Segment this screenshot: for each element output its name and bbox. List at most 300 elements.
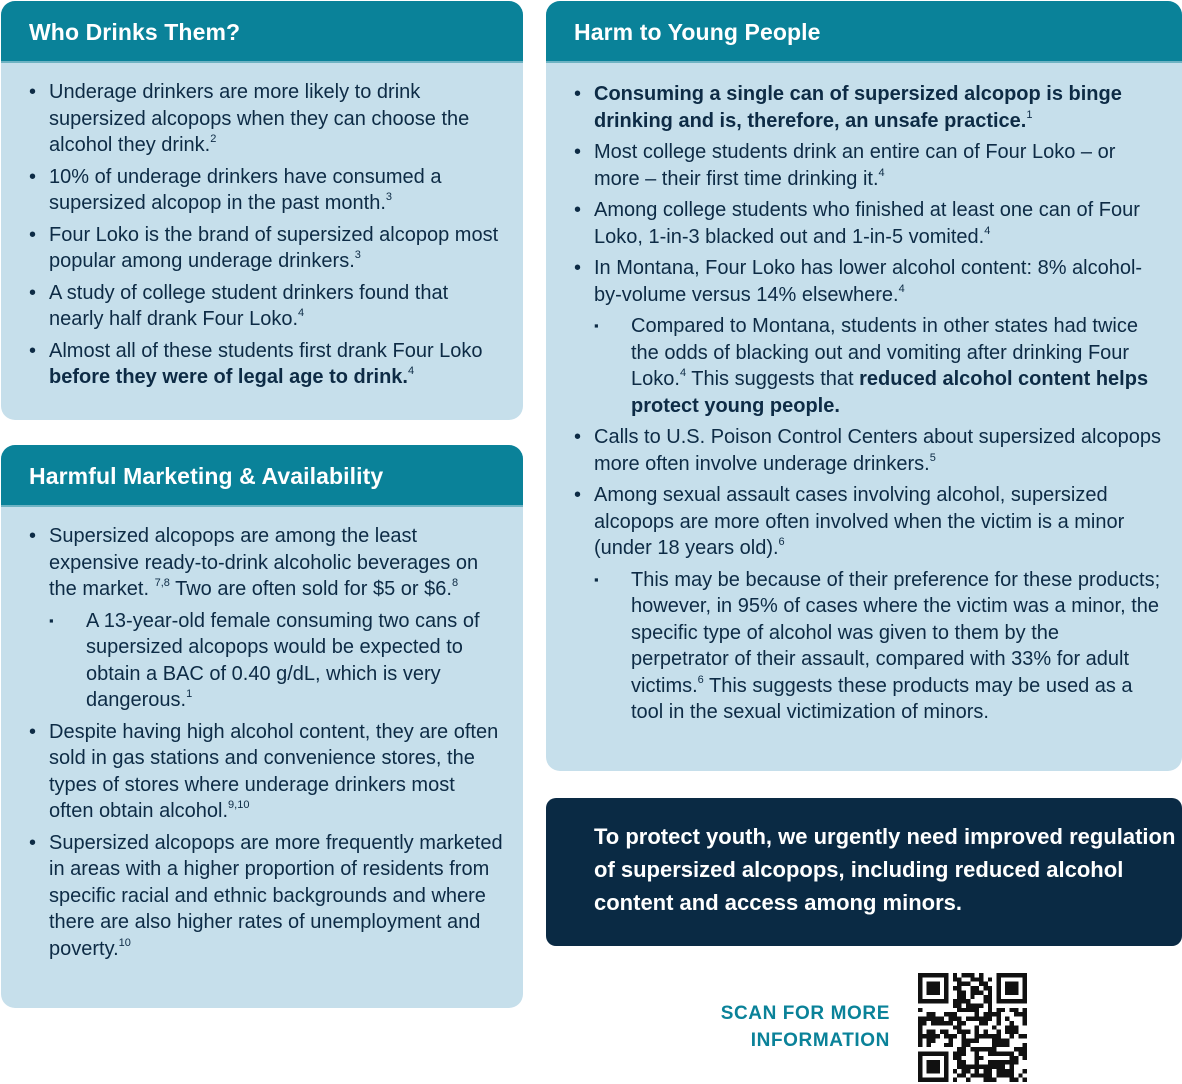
harm-title: Harm to Young People: [546, 1, 1182, 63]
qr-module: [988, 986, 992, 990]
qr-module: [940, 1021, 944, 1025]
qr-module: [1001, 1043, 1005, 1047]
qr-module: [1018, 1051, 1022, 1055]
qr-module: [992, 1047, 996, 1051]
qr-module: [966, 1030, 970, 1034]
qr-module: [918, 1038, 922, 1042]
qr-module: [992, 1078, 996, 1082]
qr-module: [935, 1034, 939, 1038]
list-item: • In Montana, Four Loko has lower alcohol content: 8% alcohol-by-volume versus 14% elsewhere.$^4$ ▪ Compared to Montana, students in other states had twice the odds of blacking out and vomiting after drinking Four Loko.$^4$ This suggests that reduced alcohol content helps protect young people.: [574, 255, 1162, 419]
citation: 8: [451, 577, 459, 590]
qr-module: [962, 999, 966, 1003]
qr-module: [996, 1017, 1000, 1021]
qr-module: [953, 1051, 957, 1055]
sub-list: [49, 608, 503, 714]
qr-module: [962, 1038, 966, 1042]
qr-module: [992, 1034, 996, 1038]
qr-module: [1010, 1060, 1014, 1064]
qr-module: [983, 1078, 987, 1082]
qr-module: [975, 1012, 979, 1016]
qr-module: [979, 1073, 983, 1077]
qr-module: [988, 1012, 992, 1016]
qr-module: [983, 1012, 987, 1016]
qr-module: [983, 995, 987, 999]
qr-module: [970, 986, 974, 990]
qr-module: [966, 1069, 970, 1073]
qr-module: [957, 999, 961, 1003]
qr-module: [983, 999, 987, 1003]
qr-module: [1005, 1073, 1009, 1077]
qr-module: [944, 1021, 948, 1025]
qr-module: [931, 1034, 935, 1038]
qr-module: [966, 999, 970, 1003]
qr-module: [966, 1008, 970, 1012]
call-to-action-text: To protect youth, we urgently need improved regulation of supersized alcopops, including reduced alcohol content and access among minors.: [594, 824, 1176, 915]
qr-module: [992, 1043, 996, 1047]
qr-module: [1005, 1051, 1009, 1055]
qr-module: [927, 1038, 931, 1042]
qr-module: [953, 1069, 957, 1073]
qr-module: [931, 1012, 935, 1016]
qr-module: [1001, 1065, 1005, 1069]
qr-module: [944, 1034, 948, 1038]
qr-code-icon[interactable]: [918, 973, 1027, 1082]
qr-module: [962, 995, 966, 999]
qr-module: [979, 1034, 983, 1038]
citation: 4: [298, 307, 305, 320]
list-item: • Almost all of these students first drank Four Loko before they were of legal age to drink.$^4$: [29, 338, 503, 391]
qr-module: [927, 1043, 931, 1047]
qr-module: [979, 990, 983, 994]
qr-module: [970, 1017, 974, 1021]
qr-module: [944, 1012, 948, 1016]
qr-module: [957, 995, 961, 999]
qr-module: [953, 999, 957, 1003]
qr-module: [1023, 1043, 1027, 1047]
sub-list: [594, 313, 1162, 419]
qr-module: [962, 973, 966, 977]
qr-module: [940, 1030, 944, 1034]
qr-module: [1010, 1056, 1014, 1060]
qr-module: [927, 1030, 931, 1034]
qr-module: [996, 1034, 1000, 1038]
qr-module: [975, 1034, 979, 1038]
citation: 1: [1026, 108, 1033, 121]
qr-module: [1014, 1060, 1018, 1064]
qr-module: [957, 1008, 961, 1012]
qr-module: [949, 1017, 953, 1021]
qr-module: [996, 1043, 1000, 1047]
qr-module: [1023, 1056, 1027, 1060]
citation: 7,8: [154, 577, 170, 590]
sub-list-item: ▪ A 13-year-old female consuming two cans of supersized alcopops would be expected to obtain a BAC of 0.40 g/dL, which is very dangerous.$^1$: [49, 608, 503, 714]
marketing-list: [29, 523, 503, 962]
qr-module: [957, 1060, 961, 1064]
scan-label-line1: SCAN FOR MORE: [720, 1003, 890, 1024]
qr-module: [983, 1030, 987, 1034]
qr-module: [979, 1047, 983, 1051]
qr-module: [983, 1073, 987, 1077]
qr-module: [988, 1060, 992, 1064]
qr-module: [966, 1043, 970, 1047]
qr-module: [962, 1030, 966, 1034]
qr-module: [996, 1030, 1000, 1034]
qr-module: [988, 1008, 992, 1012]
qr-module: [1014, 1047, 1018, 1051]
qr-module: [927, 1012, 931, 1016]
qr-module: [922, 1017, 926, 1021]
qr-module: [975, 1038, 979, 1042]
qr-module: [988, 1073, 992, 1077]
qr-module: [966, 973, 970, 977]
qr-module: [970, 1004, 974, 1008]
qr-module: [988, 1065, 992, 1069]
qr-module: [975, 1073, 979, 1077]
qr-module: [1014, 1025, 1018, 1029]
qr-module: [983, 1017, 987, 1021]
qr-module: [983, 1034, 987, 1038]
qr-module: [966, 982, 970, 986]
qr-module: [988, 1047, 992, 1051]
qr-module: [966, 1017, 970, 1021]
qr-module: [1018, 1047, 1022, 1051]
qr-module: [962, 1021, 966, 1025]
qr-module: [970, 977, 974, 981]
qr-finder-pattern: [927, 982, 940, 995]
citation: 4: [984, 224, 991, 237]
qr-module: [957, 1056, 961, 1060]
qr-module: [975, 990, 979, 994]
sub-list: [594, 567, 1162, 726]
qr-module: [996, 1008, 1000, 1012]
citation: 6: [697, 673, 704, 686]
list-item: • Supersized alcopops are more frequently marketed in areas with a higher proportion of residents from specific racial and ethnic backgrounds and where there are also higher rates of unemployment and poverty.$^{10}$: [29, 830, 503, 963]
qr-module: [962, 1069, 966, 1073]
qr-module: [983, 1021, 987, 1025]
qr-module: [1010, 1030, 1014, 1034]
qr-module: [918, 1008, 922, 1012]
qr-module: [975, 1004, 979, 1008]
qr-module: [992, 1025, 996, 1029]
qr-module: [935, 1021, 939, 1025]
qr-module: [988, 990, 992, 994]
qr-module: [927, 1017, 931, 1021]
qr-module: [1023, 1034, 1027, 1038]
qr-module: [1001, 1008, 1005, 1012]
qr-module: [918, 1030, 922, 1034]
qr-module: [1014, 1012, 1018, 1016]
qr-module: [957, 1073, 961, 1077]
qr-module: [1005, 1025, 1009, 1029]
qr-module: [979, 973, 983, 977]
list-item: • Despite having high alcohol content, they are often sold in gas stations and convenience stores, the types of stores where underage drinkers most often obtain alcohol.$^{9,10}$: [29, 719, 503, 825]
list-item: • Among sexual assault cases involving alcohol, supersized alcopops are more often involved when the victim is a minor (under 18 years old).$^6$ ▪ This may be because of their preference for these products; however, in 95% of cases where the victim was a minor, the specific type of alcohol was given to them by the perpetrator of their assault, compared with 33% for adult victims.$^6$ This suggests these products may be used as a tool in the sexual victimization of minors.: [574, 482, 1162, 726]
qr-module: [970, 973, 974, 977]
qr-module: [962, 982, 966, 986]
qr-module: [1023, 1021, 1027, 1025]
qr-module: [957, 1047, 961, 1051]
qr-module: [1010, 1073, 1014, 1077]
qr-module: [983, 1069, 987, 1073]
list-item: • Underage drinkers are more likely to drink supersized alcopops when they can choose the alcohol they drink.$^2$: [29, 79, 503, 159]
qr-module: [1010, 1025, 1014, 1029]
who-drinks-list: [29, 79, 503, 391]
qr-module: [996, 1051, 1000, 1055]
qr-module: [988, 1004, 992, 1008]
qr-module: [970, 1065, 974, 1069]
qr-module: [992, 1012, 996, 1016]
qr-module: [931, 1030, 935, 1034]
qr-module: [949, 1012, 953, 1016]
citation: 4: [679, 367, 687, 380]
qr-module: [979, 1056, 983, 1060]
qr-module: [975, 1025, 979, 1029]
qr-module: [1005, 1060, 1009, 1064]
qr-module: [962, 990, 966, 994]
qr-module: [1023, 1051, 1027, 1055]
qr-module: [983, 1065, 987, 1069]
who-drinks-card: [1, 1, 523, 420]
harm-card: [546, 1, 1182, 771]
qr-module: [975, 1056, 979, 1060]
qr-module: [957, 1017, 961, 1021]
qr-module: [1010, 1065, 1014, 1069]
qr-module: [992, 1051, 996, 1055]
qr-module: [988, 999, 992, 1003]
emphasis: reduced alcohol content helps protect young people.: [631, 368, 1149, 417]
qr-module: [953, 1017, 957, 1021]
qr-module: [1010, 1078, 1014, 1082]
qr-module: [935, 1017, 939, 1021]
qr-module: [957, 982, 961, 986]
qr-module: [1018, 1012, 1022, 1016]
citation: 10: [118, 936, 131, 949]
qr-module: [1018, 1073, 1022, 1077]
qr-module: [931, 1021, 935, 1025]
qr-module: [1023, 1012, 1027, 1016]
qr-module: [1001, 1060, 1005, 1064]
qr-module: [1005, 1069, 1009, 1073]
qr-module: [918, 1034, 922, 1038]
qr-module: [975, 1051, 979, 1055]
sub-list-item: ▪ This may be because of their preference for these products; however, in 95% of cases where the victim was a minor, the specific type of alcohol was given to them by the perpetrator of their assault, compared with 33% for adult victims.$^6$ This suggests these products may be used as a tool in the sexual victimization of minors.: [594, 567, 1162, 726]
qr-module: [949, 1038, 953, 1042]
qr-module: [996, 1038, 1000, 1042]
qr-module: [975, 1017, 979, 1021]
citation: 4: [898, 282, 905, 295]
qr-module: [922, 1034, 926, 1038]
qr-module: [957, 1025, 961, 1029]
list-item: • Calls to U.S. Poison Control Centers about supersized alcopops more often involve underage drinkers.$^5$: [574, 424, 1162, 477]
qr-module: [992, 1038, 996, 1042]
qr-module: [975, 977, 979, 981]
qr-module: [1023, 1017, 1027, 1021]
citation: 5: [929, 451, 936, 464]
list-item: • 10% of underage drinkers have consumed a supersized alcopop in the past month.$^3$: [29, 164, 503, 217]
qr-module: [988, 977, 992, 981]
citation: 1: [186, 688, 193, 701]
qr-module: [996, 1065, 1000, 1069]
qr-module: [953, 1034, 957, 1038]
qr-module: [957, 1051, 961, 1055]
marketing-title: Harmful Marketing & Availability: [1, 445, 523, 507]
qr-module: [975, 1060, 979, 1064]
qr-module: [931, 1038, 935, 1042]
qr-module: [966, 1004, 970, 1008]
qr-module: [996, 1021, 1000, 1025]
qr-module: [962, 1034, 966, 1038]
sub-list-item: ▪ Compared to Montana, students in other states had twice the odds of blacking out and vomiting after drinking Four Loko.$^4$ This suggests that reduced alcohol content helps protect young people.: [594, 313, 1162, 419]
qr-module: [1005, 1017, 1009, 1021]
qr-module: [953, 1012, 957, 1016]
qr-module: [979, 1004, 983, 1008]
qr-module: [922, 1021, 926, 1025]
qr-module: [949, 1034, 953, 1038]
qr-module: [1023, 1078, 1027, 1082]
qr-module: [962, 1047, 966, 1051]
qr-module: [953, 1025, 957, 1029]
qr-module: [918, 1017, 922, 1021]
list-item: • Among college students who finished at least one can of Four Loko, 1-in-3 blacked out and 1-in-5 vomited.$^4$: [574, 197, 1162, 250]
qr-module: [962, 1051, 966, 1055]
qr-finder-pattern: [927, 1060, 940, 1073]
qr-module: [953, 977, 957, 981]
qr-module: [1001, 1073, 1005, 1077]
citation: 3: [385, 191, 392, 204]
qr-module: [1005, 1030, 1009, 1034]
qr-module: [975, 1069, 979, 1073]
qr-module: [1005, 1043, 1009, 1047]
list-item: [574, 81, 1162, 134]
qr-module: [983, 986, 987, 990]
citation: 9,10: [228, 799, 250, 812]
qr-module: [1005, 1038, 1009, 1042]
qr-module: [988, 1034, 992, 1038]
citation: 6: [778, 536, 785, 549]
qr-module: [979, 1017, 983, 1021]
qr-module: [975, 1030, 979, 1034]
qr-module: [949, 1021, 953, 1025]
call-to-action-box: [546, 798, 1182, 946]
qr-module: [918, 1025, 922, 1029]
qr-module: [996, 1060, 1000, 1064]
list-item: • Supersized alcopops are among the least expensive ready-to-drink alcoholic beverages on the market. $^{7,8}$ Two are often sold for $5 or $6.$^8$ ▪ A 13-year-old female consuming two cans of supersized alcopops would be expected to obtain a BAC of 0.40 g/dL, which is very dangerous.$^1$: [29, 523, 503, 714]
emphasis: before they were of legal age to drink.: [49, 366, 408, 388]
scan-label: [690, 1000, 890, 1054]
qr-module: [1001, 1069, 1005, 1073]
qr-module: [988, 995, 992, 999]
qr-module: [970, 995, 974, 999]
harm-list: [574, 81, 1162, 726]
qr-module: [996, 1069, 1000, 1073]
qr-module: [1023, 1069, 1027, 1073]
qr-module: [953, 986, 957, 990]
emphasis: Consuming a single can of supersized alcopop is binge drinking and is, therefore, an unsafe practice.: [594, 83, 1122, 132]
qr-module: [957, 1021, 961, 1025]
qr-module: [970, 1047, 974, 1051]
list-item: • Four Loko is the brand of supersized alcopop most popular among underage drinkers.$^3$: [29, 222, 503, 275]
qr-module: [1023, 1008, 1027, 1012]
citation: 3: [354, 249, 361, 262]
qr-module: [1010, 1008, 1014, 1012]
qr-module: [944, 1030, 948, 1034]
qr-module: [979, 1021, 983, 1025]
qr-module: [953, 1078, 957, 1082]
qr-module: [957, 1004, 961, 1008]
qr-module: [1010, 1021, 1014, 1025]
qr-module: [988, 1017, 992, 1021]
qr-module: [970, 990, 974, 994]
qr-module: [975, 1065, 979, 1069]
qr-module: [962, 1008, 966, 1012]
qr-module: [970, 1073, 974, 1077]
qr-module: [979, 1065, 983, 1069]
qr-module: [931, 1017, 935, 1021]
qr-module: [953, 1056, 957, 1060]
qr-module: [1014, 1030, 1018, 1034]
qr-module: [983, 1047, 987, 1051]
qr-module: [975, 986, 979, 990]
qr-module: [1001, 1051, 1005, 1055]
qr-module: [918, 1021, 922, 1025]
qr-module: [983, 982, 987, 986]
qr-module: [927, 1034, 931, 1038]
qr-module: [962, 1073, 966, 1077]
list-item: • A study of college student drinkers found that nearly half drank Four Loko.$^4$: [29, 280, 503, 333]
marketing-card: [1, 445, 523, 1008]
qr-module: [957, 977, 961, 981]
qr-module: [957, 986, 961, 990]
qr-module: [962, 1060, 966, 1064]
qr-module: [953, 973, 957, 977]
qr-module: [992, 1060, 996, 1064]
qr-module: [1001, 1038, 1005, 1042]
qr-module: [1018, 1034, 1022, 1038]
qr-module: [1023, 1047, 1027, 1051]
qr-module: [975, 1047, 979, 1051]
qr-module: [996, 1073, 1000, 1077]
qr-module: [1010, 1051, 1014, 1055]
qr-module: [962, 1065, 966, 1069]
qr-module: [953, 1004, 957, 1008]
qr-module: [970, 1008, 974, 1012]
qr-module: [962, 1043, 966, 1047]
qr-module: [979, 982, 983, 986]
scan-label-line2: INFORMATION: [750, 1030, 890, 1051]
who-drinks-title: Who Drinks Them?: [1, 1, 523, 63]
qr-module: [988, 1078, 992, 1082]
qr-module: [957, 990, 961, 994]
qr-module: [1014, 1056, 1018, 1060]
qr-module: [949, 1043, 953, 1047]
qr-module: [975, 1008, 979, 1012]
list-item: • Most college students drink an entire can of Four Loko – or more – their first time drinking it.$^4$: [574, 139, 1162, 192]
qr-module: [966, 1078, 970, 1082]
citation: 2: [210, 133, 217, 146]
qr-module: [1014, 1008, 1018, 1012]
qr-module: [1010, 1069, 1014, 1073]
qr-module: [1014, 1078, 1018, 1082]
qr-finder-pattern: [1005, 982, 1018, 995]
qr-module: [988, 1051, 992, 1055]
qr-module: [957, 1030, 961, 1034]
qr-module: [988, 1069, 992, 1073]
citation: 4: [407, 365, 415, 378]
qr-module: [918, 1043, 922, 1047]
qr-module: [966, 1065, 970, 1069]
qr-module: [940, 1017, 944, 1021]
qr-module: [957, 1065, 961, 1069]
